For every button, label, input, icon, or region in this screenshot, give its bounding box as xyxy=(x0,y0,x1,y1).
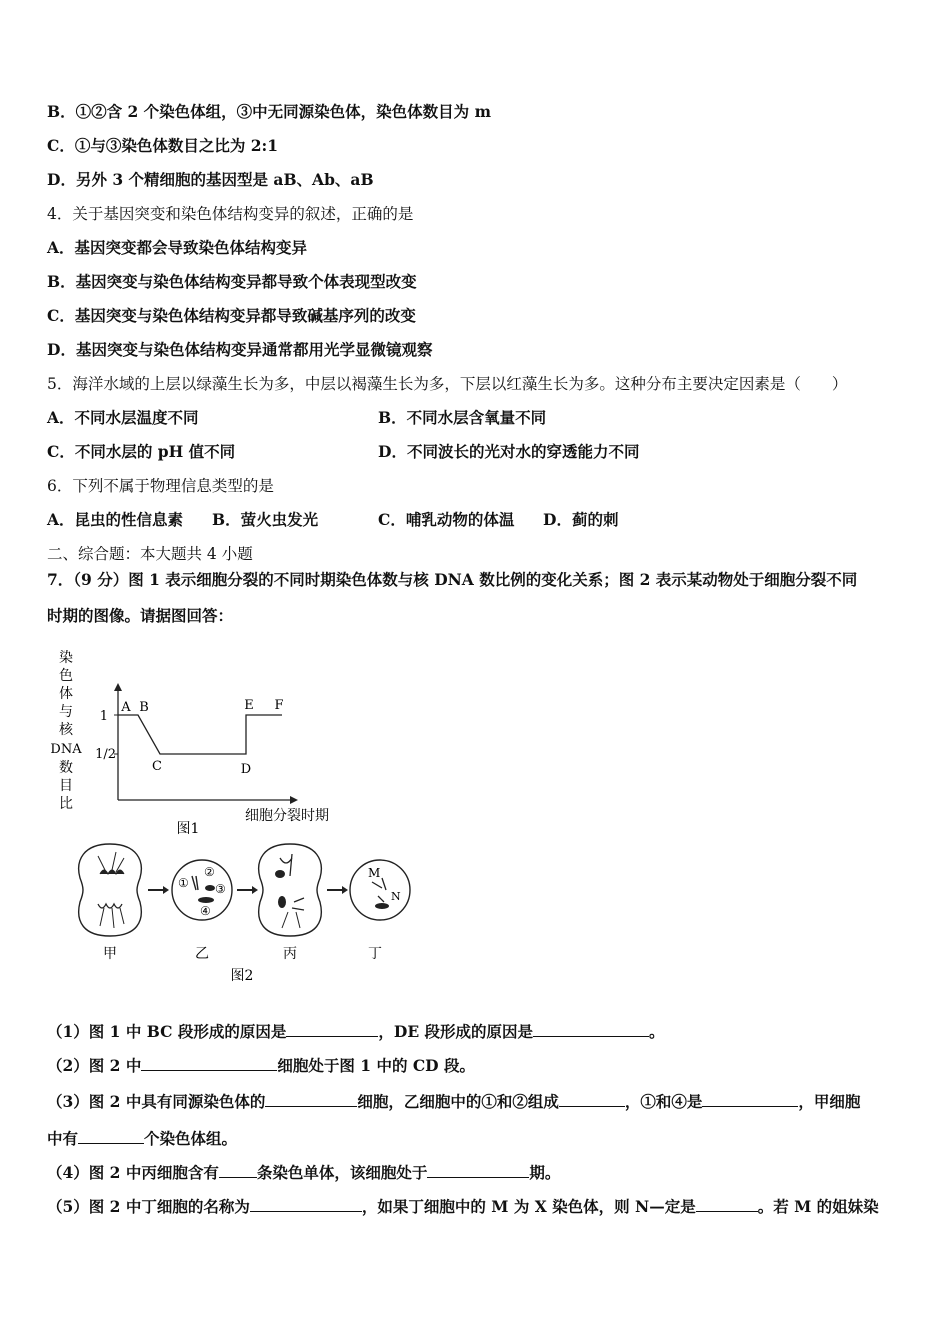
sub3-text-d: ，甲细胞 xyxy=(798,1092,861,1111)
sub1-text-b: ，DE 段形成的原因是 xyxy=(378,1022,534,1041)
q7-sub4 xyxy=(47,1162,560,1183)
q4-option-d: D．基因突变与染色体结构变异通常都用光学显微镜观察 xyxy=(47,340,433,359)
sub3-text-c: ，①和④是 xyxy=(624,1092,703,1111)
cell-jia xyxy=(79,844,142,936)
label-bing: 丙 xyxy=(283,946,297,962)
mark-4: ④ xyxy=(200,904,211,918)
fig1-point-b: B xyxy=(139,700,149,715)
q6-option-b: B．萤火虫发光 xyxy=(212,510,319,529)
fig1-ylabel-0: 染 xyxy=(59,650,73,666)
sub1-blank-1[interactable] xyxy=(286,1021,378,1037)
sub3-blank-1[interactable] xyxy=(265,1091,357,1107)
mark-2: ② xyxy=(204,865,215,879)
fig1-point-c: C xyxy=(152,759,162,774)
q4-option-c: C．基因突变与染色体结构变异都导致碱基序列的改变 xyxy=(47,306,416,325)
q7-stem-line1 xyxy=(47,570,857,590)
sub3-blank-3[interactable] xyxy=(702,1091,798,1107)
sub3-blank-2[interactable] xyxy=(559,1091,625,1107)
cell-ding xyxy=(350,860,410,920)
q7-sub3-cont xyxy=(47,1128,237,1149)
label-yi: 乙 xyxy=(195,946,209,962)
sub5-blank-2[interactable] xyxy=(696,1196,758,1212)
mark-1: ① xyxy=(178,876,189,890)
q5-option-b: B．不同水层含氧量不同 xyxy=(378,408,547,427)
q5-stem: 5．海洋水域的上层以绿藻生长为多，中层以褐藻生长为多，下层以红藻生长为多。这种分布主要决定因素是（ ） xyxy=(47,375,848,393)
q6-option-a: A．昆虫的性信息素 xyxy=(47,510,184,529)
sub3-blank-4[interactable] xyxy=(78,1128,144,1144)
sub5-blank-1[interactable] xyxy=(250,1196,362,1212)
q6-option-d: D．蓟的刺 xyxy=(543,510,619,529)
fig1-tick-1: 1 xyxy=(99,709,108,724)
q3-option-b: B．①②含 2 个染色体组，③中无同源染色体，染色体数目为 m xyxy=(47,102,491,121)
figure-1 xyxy=(50,645,350,840)
q5-option-d: D．不同波长的光对水的穿透能力不同 xyxy=(378,442,640,461)
fig1-x-arrow xyxy=(290,796,298,804)
figure-2 xyxy=(70,838,420,988)
q7-sub1 xyxy=(47,1021,665,1042)
sub5-text-a: （5）图 2 中丁细胞的名称为 xyxy=(47,1197,250,1216)
q4-stem: 4．关于基因突变和染色体结构变异的叙述，正确的是 xyxy=(47,205,414,223)
fig1-ylabel-3: 与 xyxy=(59,704,73,720)
q6-stem: 6．下列不属于物理信息类型的是 xyxy=(47,477,274,495)
q7-stem-text: 7．（9 分）图 1 表示细胞分裂的不同时期染色体数与核 DNA 数比例的变化关系；图 2 表示某动物处于细胞分裂不同 xyxy=(47,570,858,589)
sub5-text-b: ，如果丁细胞中的 M 为 X 染色体，则 N—定是 xyxy=(361,1197,696,1216)
fig1-ylabel-6: 数 xyxy=(59,760,73,776)
sub1-text-a: （1）图 1 中 BC 段形成的原因是 xyxy=(47,1022,287,1041)
arrow-2 xyxy=(237,886,258,894)
sub4-blank-1[interactable] xyxy=(219,1162,257,1178)
q3-option-d: D．另外 3 个精细胞的基因型是 aB、Ab、aB xyxy=(47,170,374,189)
sub2-blank-1[interactable] xyxy=(141,1055,277,1071)
sub3-text-e: 中有 xyxy=(47,1129,79,1148)
q7-sub2 xyxy=(47,1055,475,1076)
sub2-text-a: （2）图 2 中 xyxy=(47,1056,142,1075)
label-jia: 甲 xyxy=(103,946,117,962)
label-ding: 丁 xyxy=(368,946,382,962)
fig1-y-arrow xyxy=(114,683,122,691)
section-heading: 二、综合题：本大题共 4 小题 xyxy=(47,545,253,563)
fig1-ylabel-5: DNA xyxy=(50,742,82,757)
fig1-ylabel-7: 目 xyxy=(59,778,73,794)
sub3-text-f: 个染色体组。 xyxy=(144,1129,238,1148)
fig1-caption: 图1 xyxy=(176,821,200,837)
fig1-tick-half: 1/2 xyxy=(95,747,116,762)
fig1-ylabel-1: 色 xyxy=(59,668,73,684)
fig1-point-f: F xyxy=(274,698,284,713)
arrow-3 xyxy=(327,886,348,894)
cell-yi xyxy=(172,860,232,920)
mark-m: M xyxy=(368,866,381,880)
fig1-curve xyxy=(118,715,282,754)
q4-option-a: A．基因突变都会导致染色体结构变异 xyxy=(47,238,308,257)
q3-option-c: C．①与③染色体数目之比为 2:1 xyxy=(47,136,279,155)
cell-bing xyxy=(259,844,322,936)
q7-sub3 xyxy=(47,1091,860,1112)
q4-option-b: B．基因突变与染色体结构变异都导致个体表现型改变 xyxy=(47,272,417,291)
fig1-ylabel-4: 核 xyxy=(59,722,73,738)
sub4-text-a: （4）图 2 中丙细胞含有 xyxy=(47,1163,219,1182)
arrow-1 xyxy=(148,886,169,894)
fig2-caption: 图2 xyxy=(230,968,254,984)
sub4-blank-2[interactable] xyxy=(427,1162,529,1178)
sub3-text-b: 细胞，乙细胞中的①和②组成 xyxy=(357,1092,559,1111)
sub3-text-a: （3）图 2 中具有同源染色体的 xyxy=(47,1092,266,1111)
fig1-point-d: D xyxy=(240,762,252,777)
fig1-ylabel-2: 体 xyxy=(59,686,73,702)
q6-option-c: C．哺乳动物的体温 xyxy=(378,510,515,529)
sub1-blank-2[interactable] xyxy=(533,1021,649,1037)
mark-n: N xyxy=(391,890,401,903)
fig1-point-e: E xyxy=(244,698,254,713)
q5-option-a: A．不同水层温度不同 xyxy=(47,408,199,427)
q5-option-c: C．不同水层的 pH 值不同 xyxy=(47,442,236,461)
mark-3: ③ xyxy=(215,882,226,896)
fig1-xlabel: 细胞分裂时期 xyxy=(245,808,329,824)
sub5-text-c: 。若 M 的姐妹染 xyxy=(757,1197,879,1216)
q7-stem-line2: 时期的图像。请据图回答： xyxy=(47,606,234,625)
q7-sub5 xyxy=(47,1196,879,1217)
sub2-text-b: 细胞处于图 1 中的 CD 段。 xyxy=(277,1056,476,1075)
sub1-text-c: 。 xyxy=(649,1022,665,1041)
sub4-text-b: 条染色单体，该细胞处于 xyxy=(256,1163,428,1182)
fig1-point-a: A xyxy=(121,700,131,715)
fig1-ylabel-8: 比 xyxy=(59,796,73,812)
sub4-text-c: 期。 xyxy=(529,1163,561,1182)
